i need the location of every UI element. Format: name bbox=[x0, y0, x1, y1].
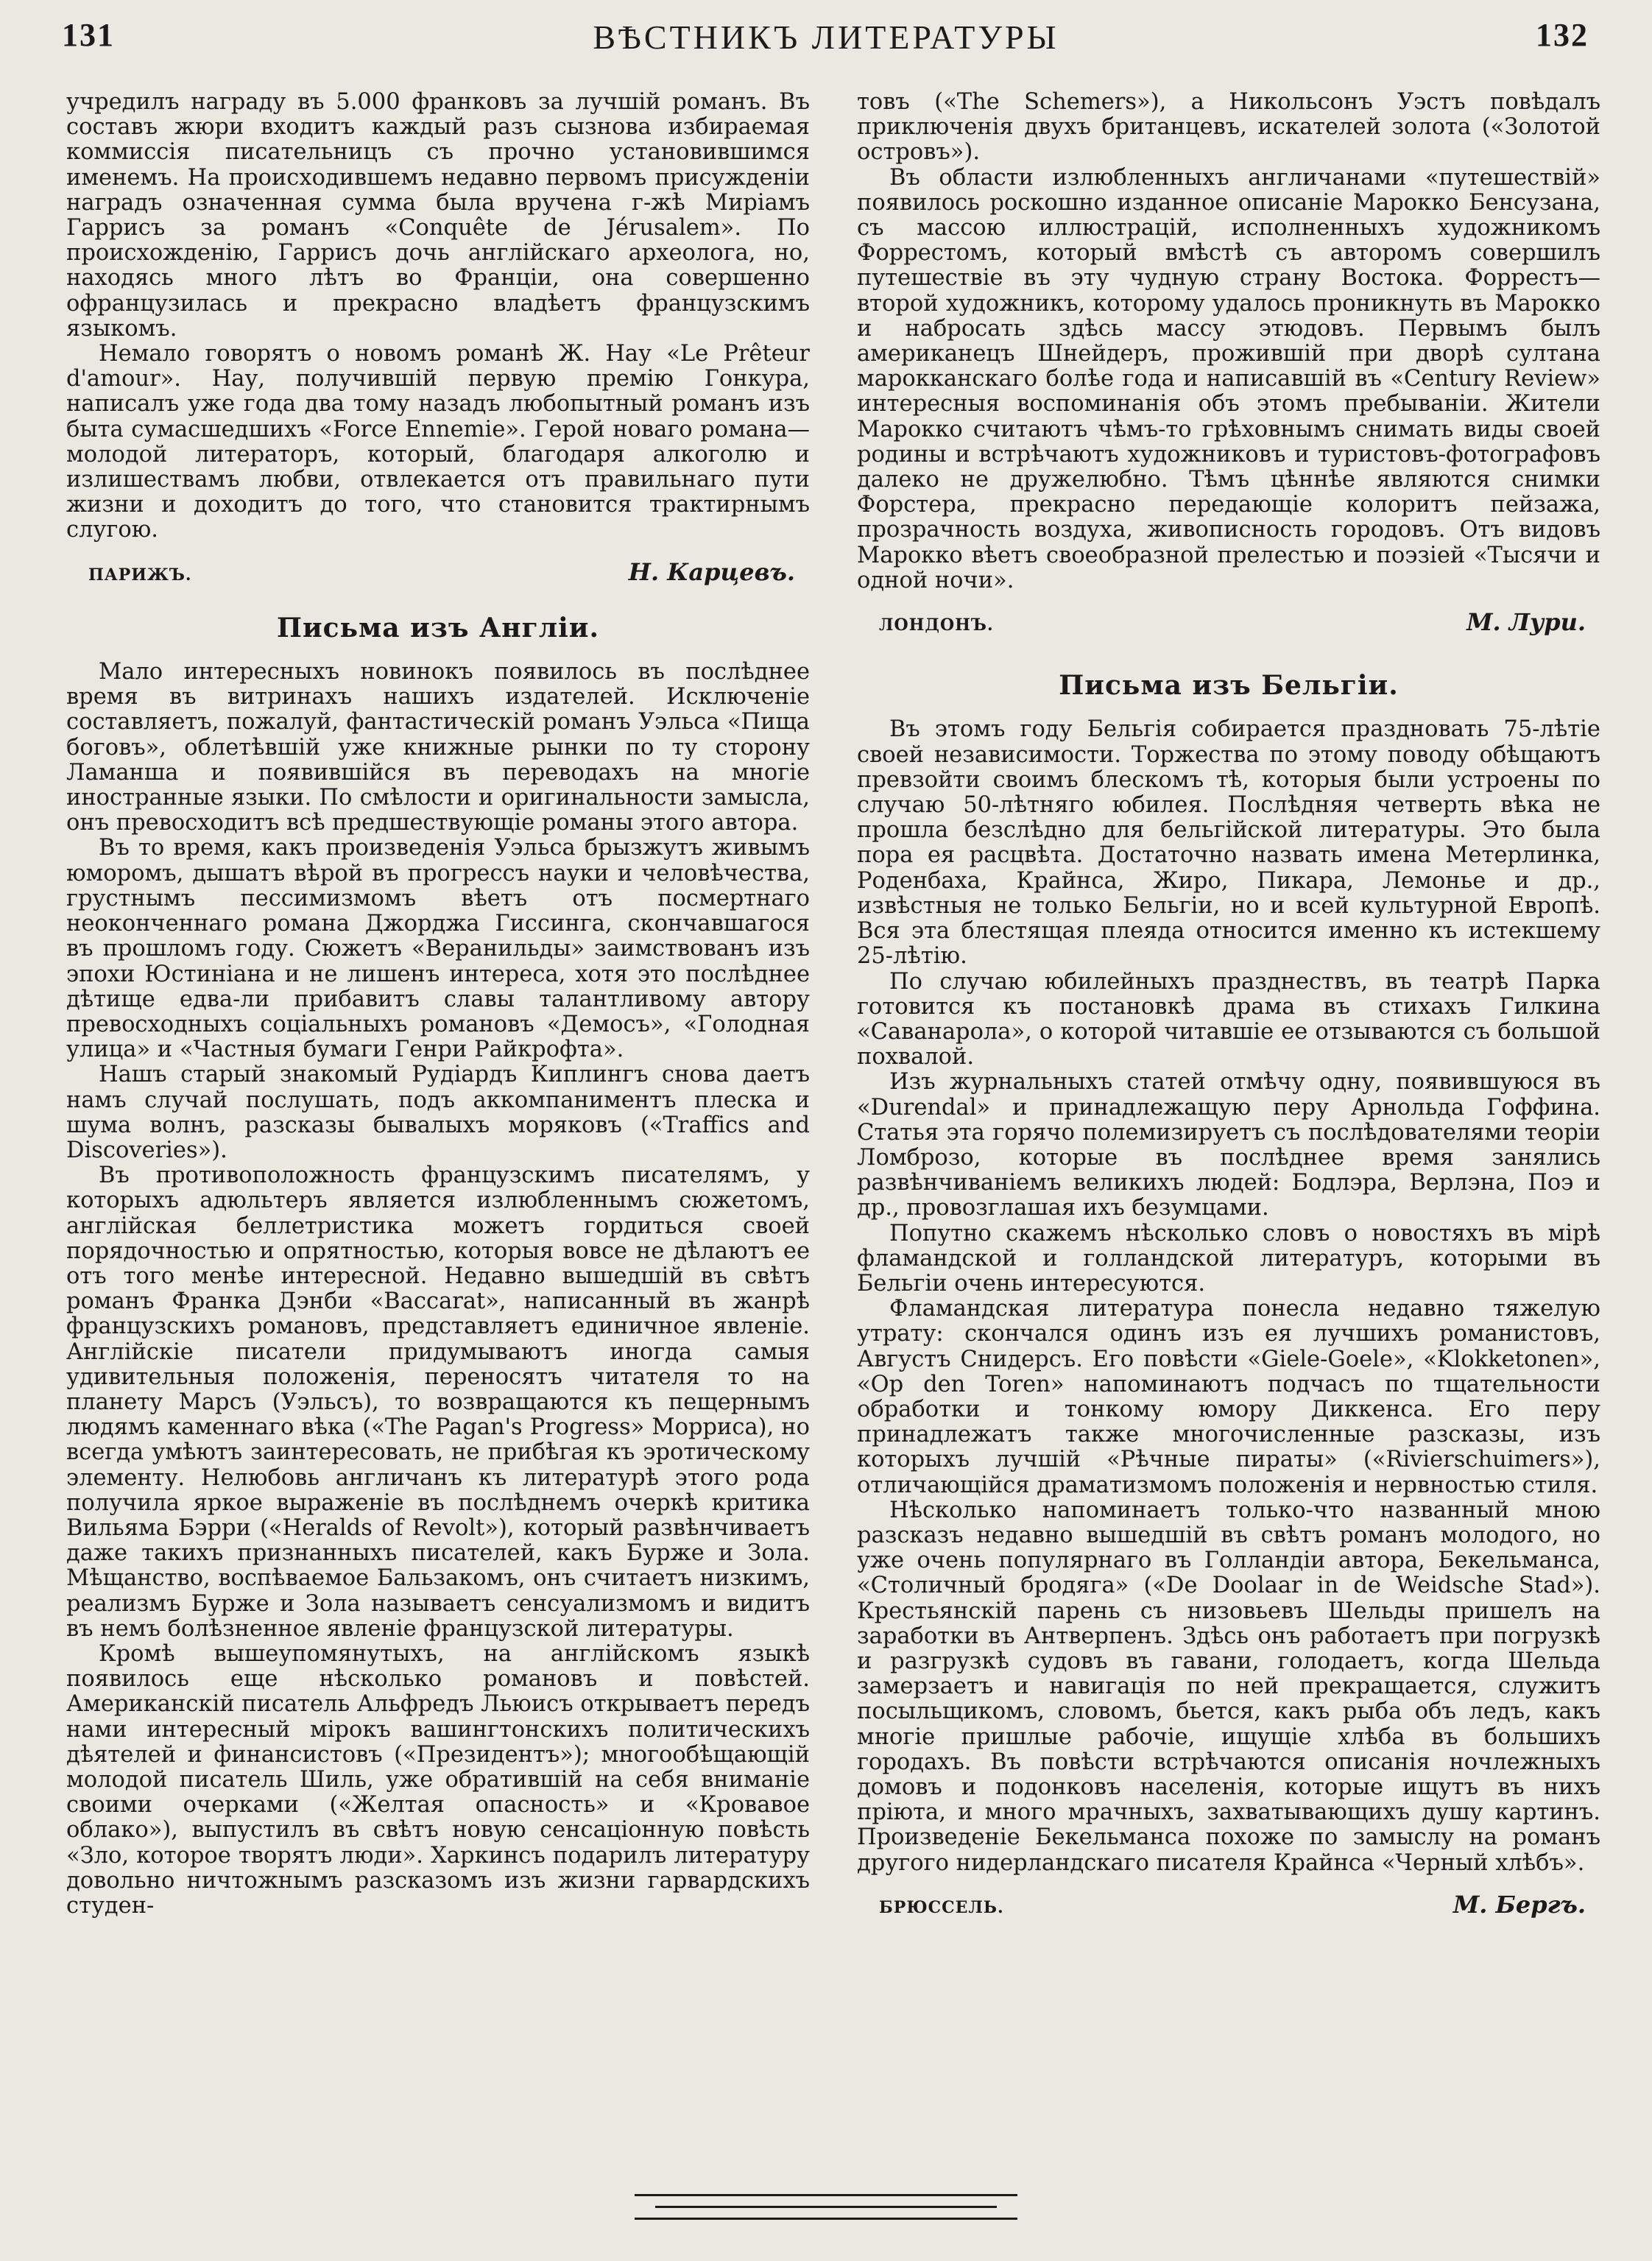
signature-line bbox=[66, 557, 810, 588]
section-title: Письма изъ Англіи. bbox=[276, 612, 600, 643]
paragraph: Мало интересныхъ новинокъ появилось въ послѣднее время въ витринахъ нашихъ издателей. Исключеніе составляетъ, пожалуй, фантастическій романъ Уэльса «Пища боговъ», облетѣвшій уже книжные рынки по ту сторону Ламанша и появившійся въ переводахъ на многіе иностранные языки. По смѣлости и оригинальности замысла, онъ превосходитъ всѣ предшествующіе романы этого автора. bbox=[66, 659, 810, 836]
paragraph: Попутно скажемъ нѣсколько словъ о новостяхъ въ мірѣ фламандской и голландской литературъ, которыми въ Бельгіи очень интересуются. bbox=[857, 1220, 1600, 1297]
bottom-rule bbox=[655, 2206, 997, 2208]
page-number-right: 132 bbox=[1536, 17, 1589, 53]
paragraph: Въ то время, какъ произведенія Уэльса брызжутъ живымъ юморомъ, дышатъ вѣрой въ прогрессъ науки и человѣчества, грустнымъ пессимизмомъ вѣетъ отъ посмертнаго неоконченнаго романа Джорджа Гиссинга, скончавшагося въ прошломъ году. Сюжетъ «Веранильды» заимствованъ изъ эпохи Юстиніана и не лишенъ интереса, хотя это послѣднее дѣтище едва-ли прибавитъ славы талантливому автору превосходныхъ соціальныхъ романовъ «Демосъ», «Голодная улица» и «Частныя бумаги Генри Райкрофта». bbox=[66, 835, 810, 1063]
signature-author: М. Лури. bbox=[1466, 608, 1586, 637]
signature-city: БРЮССЕЛЬ. bbox=[879, 1897, 1004, 1917]
paragraph: Нѣсколько напоминаетъ только-что названный мною разсказъ недавно вышедшій въ свѣтъ романъ молодого, но уже очень популярнаго въ Голландіи автора, Бекельманса, «Столичный бродяга» («De Doolaar in de Weidsche Stad»). Крестьянскій парень съ низовьевъ Шельды пришелъ на заработки въ Антверпенъ. Здѣсь онъ работаетъ при погрузкѣ и разгрузкѣ судовъ въ гавани, голодаетъ, когда Шельда замерзаетъ и навигація по ней прекращается, служитъ посыльщикомъ, словомъ, бьется, какъ рыба объ ледъ, какъ многіе пришлые рабочіе, ищущіе хлѣба въ большихъ городахъ. Въ повѣсти встрѣчаются описанія ночлежныхъ домовъ и подонковъ населенія, которые ищутъ въ нихъ пріюта, и много мрачныхъ, захватывающихъ душу картинъ. Произведеніе Бекельманса похоже по замыслу на романъ другого нидерландскаго писателя Крайнса «Черный хлѣбъ». bbox=[857, 1497, 1600, 1876]
bottom-rule bbox=[635, 2218, 1017, 2220]
signature-author: М. Бергъ. bbox=[1452, 1890, 1586, 1919]
bottom-rule bbox=[635, 2194, 1017, 2196]
paragraph: Въ области излюбленныхъ англичанами «путешествій» появилось роскошно изданное описаніе Марокко Бенсузана, съ массою иллюстрацій, исполненныхъ художникомъ Форрестомъ, который вмѣстѣ съ авторомъ совершилъ путешествіе въ эту чудную страну Востока. Форрестъ—второй художникъ, которому удалось проникнуть въ Марокко и набросать здѣсь массу этюдовъ. Первымъ былъ американецъ Шнейдеръ, прожившій при дворѣ султана марокканскаго болѣе года и написавшій въ «Century Review» интересныя воспоминанія объ этомъ пребываніи. Жители Марокко считаютъ чѣмъ-то грѣховнымъ снимать виды своей родины и встрѣчаютъ художниковъ и туристовъ-фотографовъ далеко не дружелюбно. Тѣмъ цѣннѣе являются снимки Форстера, прекрасно передающіе колоритъ пейзажа, прозрачность воздуха, живописность городовъ. Отъ видовъ Марокко вѣетъ своеобразной прелестью и поэзіей «Тысячи и одной ночи». bbox=[857, 164, 1600, 593]
paragraph: Немало говорятъ о новомъ романѣ Ж. Нау «Le Prêteur d'amour». Нау, получившій первую премію Гонкура, написалъ уже года два тому назадъ любопытный романъ изъ быта сумасшедшихъ «Force Ennemie». Герой новаго романа—молодой литераторъ, который, благодаря алкоголю и излишествамъ любви, отвлекается отъ правильнаго пути жизни и доходитъ до того, что становится трактирнымъ слугою. bbox=[66, 341, 810, 543]
paragraph: Фламандская литература понесла недавно тяжелую утрату: скончался одинъ изъ ея лучшихъ романистовъ, Августъ Снидерсъ. Его повѣсти «Giele-Goele», «Klokketonen», «Op den Toren» напоминаютъ подчасъ по тщательности обработки и тонкому юмору Диккенса. Его перу принадлежатъ также многочисленные разсказы, изъ которыхъ лучшій «Рѣчные пираты» («Rivierschuimers»), отличающійся драматизмомъ положенія и нервностью стиля. bbox=[857, 1296, 1600, 1498]
paragraph: товъ («The Schemers»), а Никольсонъ Уэстъ повѣдалъ приключенія двухъ британцевъ, искателей золота («Золотой островъ»). bbox=[857, 89, 1600, 166]
paragraph: Кромѣ вышеупомянутыхъ, на англійскомъ языкѣ появилось еще нѣсколько романовъ и повѣстей. Американскій писатель Альфредъ Льюисъ открываетъ передъ нами интересный мірокъ вашингтонскихъ политическихъ дѣятелей и финансистовъ («Президентъ»); многообѣщающій молодой писатель Шиль, уже обратившій на себя вниманіе своими очерками («Желтая опасность» и «Кровавое облако»), выпустилъ въ свѣтъ новую сенсаціонную повѣсть «Зло, которое творятъ люди». Харкинсъ подарилъ литературу довольно ничтожнымъ разсказомъ изъ жизни гарвардскихъ студен- bbox=[66, 1640, 810, 1919]
signature-line bbox=[857, 1892, 1600, 1920]
page-number-left: 131 bbox=[62, 17, 115, 53]
right-column bbox=[857, 90, 1600, 1920]
signature-city: ПАРИЖЪ. bbox=[88, 565, 192, 585]
paragraph: По случаю юбилейныхъ празднествъ, въ театрѣ Парка готовится къ постановкѣ драма въ стихахъ Гилкина «Саванарола», о которой читавшіе ее отзываются съ большой похвалой. bbox=[857, 968, 1600, 1070]
signature-author: Н. Карцевъ. bbox=[628, 557, 795, 586]
journal-title: ВѢСТНИКЪ ЛИТЕРАТУРЫ bbox=[593, 18, 1059, 56]
signature-city: ЛОНДОНЪ. bbox=[879, 615, 994, 635]
paragraph: Въ этомъ году Бельгія собирается праздновать 75-лѣтіе своей независимости. Торжества по этому поводу обѣщаютъ превзойти своимъ блескомъ тѣ, которыя были устроены по случаю 50-лѣтняго юбилея. Послѣдняя четверть вѣка не прошла безслѣдно для бельгійской литературы. Это была пора ея расцвѣта. Достаточно назвать имена Метерлинка, Роденбаха, Крайнса, Жиро, Пикара, Лемонье и др., извѣстныя не только Бельгіи, но и всей культурной Европѣ. Вся эта блестящая плеяда относится именно къ истекшему 25-лѣтію. bbox=[857, 716, 1600, 970]
paragraph: Изъ журнальныхъ статей отмѣчу одну, появившуюся въ «Durendal» и принадлежащую перу Арнольда Гоффина. Статья эта горячо полемизируетъ съ послѣдователями теоріи Ломброзо, которые въ послѣднее время занялись развѣнчиваніемъ великихъ людей: Бодлэра, Верлэна, Поэ и др., провозглашая ихъ безумцами. bbox=[857, 1069, 1600, 1221]
left-column bbox=[66, 90, 810, 1919]
page-header bbox=[0, 16, 1652, 62]
paragraph: Въ противоположность французскимъ писателямъ, у которыхъ адюльтеръ является излюбленнымъ сюжетомъ, англійская беллетристика можетъ гордиться своей порядочностью и опрятностью, которыя вовсе не дѣлаютъ ее отъ того менѣе интересной. Недавно вышедшій въ свѣтъ романъ Франка Дэнби «Baccarat», написанный въ жанрѣ французскихъ романовъ, представляетъ единичное явленіе. Англійскіе писатели придумываютъ иногда самыя удивительныя положенія, переносятъ читателя то на планету Марсъ (Уэльсъ), то возвращаются къ пещернымъ людямъ каменнаго вѣка («The Pagan's Progress» Морриса), но всегда умѣютъ заинтересовать, не прибѣгая къ эротическому элементу. Нелюбовь англичанъ къ литературѣ этого рода получила яркое выраженіе въ послѣднемъ очеркѣ критика Вильяма Бэрри («Heralds of Revolt»), который развѣнчиваетъ даже такихъ признанныхъ писателей, какъ Бурже и Зола. Мѣщанство, воспѣваемое Бальзакомъ, онъ считаетъ низкимъ, реализмъ Бурже и Зола называетъ сенсуализмомъ и видитъ въ немъ болѣзненное явленіе французской литературы. bbox=[66, 1163, 810, 1642]
signature-line bbox=[857, 610, 1600, 638]
section-title: Письма изъ Бельгіи. bbox=[1059, 670, 1399, 702]
paragraph: Нашъ старый знакомый Рудіардъ Киплингъ снова даетъ намъ случай послушать, подъ аккомпаниментъ плеска и шума волнъ, разсказы бывалыхъ моряковъ («Traffics and Discoveries»). bbox=[66, 1062, 810, 1163]
paragraph: учредилъ награду въ 5.000 франковъ за лучшій романъ. Въ составъ жюри входитъ каждый разъ сызнова избираемая коммиссія писательницъ съ прочно установившимся именемъ. На происходившемъ недавно первомъ присужденіи наградъ означенная сумма была вручена г-жѣ Миріамъ Гаррисъ за романъ «Conquête de Jérusalem». По происхожденію, Гаррисъ дочь англійскаго археолога, но, находясь много лѣтъ во Франціи, она совершенно офранцузилась и прекрасно владѣетъ французскимъ языкомъ. bbox=[66, 89, 810, 342]
